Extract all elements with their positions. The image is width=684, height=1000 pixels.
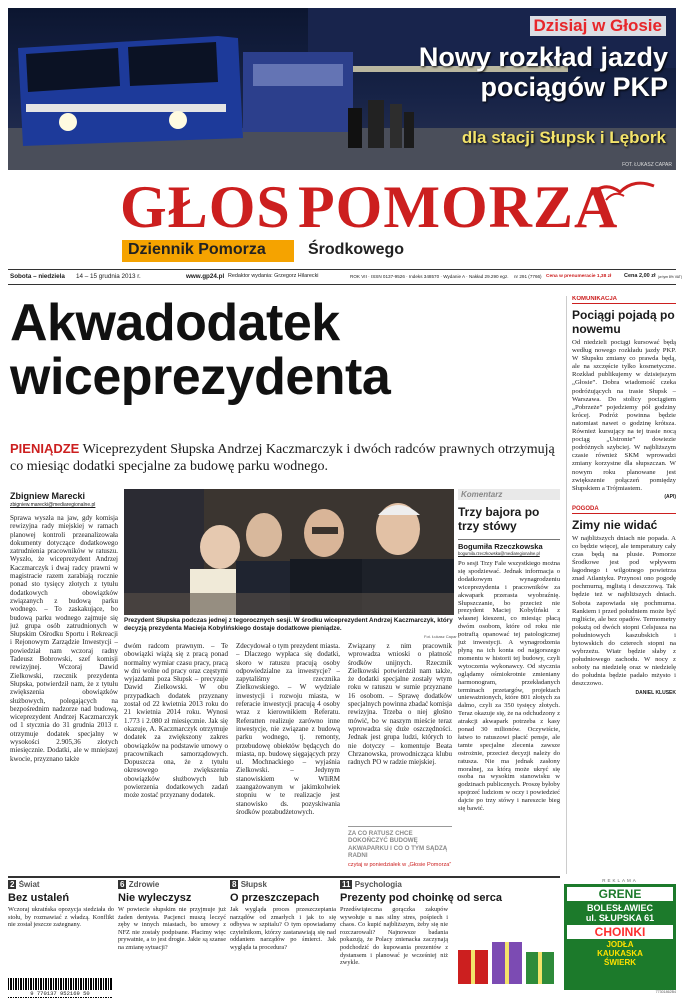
lead-deck-text: Wiceprezydent Słupska Andrzej Kaczmarczyk i dwóch radców prawnych otrzymują co miesiąc dodatki specjalne za budowę parku wodnego. [10, 442, 555, 474]
teaser-body: Jak wygląda proces przeszczepiania narządów od zmarłych i jak to się odbywa w szpitalu? O tym opowiadamy czytelnikom, którzy zastanawiają się nad oddaniem narządów po śmierci. Jak wygląda ta procedura? [230, 906, 336, 951]
hero-subtitle: dla stacji Słupsk i Lębork [461, 128, 666, 147]
sidebar-sec2-title: Zimy nie widać [572, 517, 658, 532]
ad-label: REKLAMA [602, 878, 638, 883]
masthead-word-pomorza: POMORZA [298, 174, 619, 240]
lead-column-3-text: Zdecydował o tym prezydent miasta. – Dlaczego wypłaca się dodatki, skoro w ratuszu pracują osoby odpowiedzialne za inwestycje? – zapytaliśmy rzecznika Zielkowskiego. – W wydziale inwestycji i rozwoju miasta, w referacie inwestycji pracują 4 osoby wraz z kierownikiem Referatu. Referatten realizuje zarówno inne inwestycje, nie związane z budową parku wodnego, tj. remonty, przebudowę obiektów będących do miasta, np. budowę sięgających przy ul. Mochnackiego – wyjaśnia Zielkowski. – Jedynym stanowiskiem w WIiRM zaangażowanym w jakimkolwiek stopniu w te realizacje jest stanowisko ds. pozyskiwania środków pozabudżetowych. [236, 642, 340, 816]
issue-number: nr 291 (7766) [514, 274, 542, 279]
commentary-body: Po sesji Trzy Fale wszystkiego można się spodziewać. Jednak informacja o dodatkowym wynagrodzeniu wiceprezydenta i pracowników za akwapark przerasta wyobraźnię. Słupszczanie, bo przecież nie prezydent Maciej Kobyliński z własnej kieszeni, co miesiąc płacą dwóm osobom, które od roku nie potrafią opanować tej patologicznej już inwestycji. A wynagrodzenia płyną na ich konta od najgorszego momentu w historii tej budowy, czyli wytoczenia wykonawcy. Od stycznia oglądamy ośmiokrotnie zmieniany harmonogram, przekładanych terminach przetargów, projektach unieważnionych, które 801 złotych za dalmo, czyli za 350 tysięcy złotych. Teraz okazuje się, że na odchudzony z atrakcji akwapark potrzeba z kasy ponad 30 milionów. Oczywiście, łatwo to ratuszowi płacić pensje, ale tamte specjalne zlecenia zawsze ostrożnie, przecież decyzji należy do ratusza. Nie ma jednak zasłony moralnej, za którą może ukryć się osoba na wysokim stanowisku w godzinach publicznych. Proszę byłoby spojrzeć ludziom w oczy i powiedzieć dajcie po trzy stówy i nareszcie bieg się bawić. [458, 560, 560, 813]
commentary-author: Bogumiła Rzeczkowska [458, 539, 560, 551]
ad-street: ul. SŁUPSKA 61 [585, 913, 655, 923]
lead-photo[interactable] [124, 489, 454, 615]
hero-banner[interactable] [8, 8, 676, 170]
commentary[interactable] [458, 489, 560, 870]
lead-headline[interactable] [10, 296, 555, 404]
teaser-zdrowie[interactable] [118, 880, 226, 990]
lead-photo-caption [124, 617, 454, 632]
commentary-label: Komentarz [458, 489, 560, 500]
lead-column-4-text: Związany z nim pracownik wprowadza wnioski o płatność środków unijnych. Rzecznik Zielkowski potwierdził nam także, że dodatki specjalne zostały wtym roku w ratuszu w sumie przyznane 16 osobom. – Sprawę dodatków specjalnych powinna zbadać komisja rewizyjna. Trzeba o niej głośno mówić, bo w naszym mieście teraz wprowadza się duże oszczędności. Jednak jest grupa ludzi, których to nie dotyczy – komentuje Beata Chrzanowska, prowodnicząca klubu radnych PO w radzie miejskiej. [348, 642, 452, 767]
price-vat: (w tym 8% VAT) [658, 275, 682, 279]
lead-column-4 [348, 642, 452, 822]
lead-photo-credit: Fot. Łukasz Capar [424, 634, 457, 639]
website-link[interactable]: www.gp24.pl [186, 273, 225, 280]
date-day: Sobota – niedziela [10, 273, 65, 280]
masthead[interactable] [118, 176, 678, 266]
ad-product: CHOINKI [567, 925, 673, 939]
hero-photo-credit: FOT. ŁUKASZ CAPAR [622, 162, 672, 168]
teaser-section: Słupsk [240, 880, 267, 889]
lead-column-2-text: dwóm radcom prawnym. – Te obowiązki wiążą się z pracą ponad normalny wymiar czasu pracy, pracą w dni wolne od pracy oraz częstymi wyjazdami poza Słupsk – precyzuje Dawid Zielkowski. W obu przypadkach dodatek przyznany został od 22 kwietnia 2013 roku do 21 kwietnia 2014 roku. Wynosi 1.773 i 2.080 zł miesięcznie. Jak się okazuje, A. Kaczmarczyk otrzymuje dodatek za zwiększony zakres obowiązków na podstawie umowy o pracownikach samorządowych. Dopuszcza ona, że z tytułu okresowego zwiększenia obowiązków służbowych lub powierzenia dodatkowych zadań może zostać przyznany dodatek. [124, 642, 228, 800]
lead-headline-line2: wiceprezydenta [10, 348, 391, 406]
lead-column-2 [124, 642, 228, 870]
teaser-title: Prezenty pod choinkę od serca [340, 892, 502, 904]
hero-title [419, 42, 668, 102]
lead-photo-caption-text: Prezydent Słupska podczas jednej z tegorocznych sesji. W środku wiceprezydent Andrzej Kaczmarczyk, który decyzją prezydenta Macieja Kobylińskiego dostaje dodatkowe pieniądze. [124, 617, 453, 632]
teaser-num: 8 [232, 880, 237, 889]
teaser-slupsk[interactable] [230, 880, 336, 990]
masthead-word-glos: GŁOS [120, 174, 291, 240]
info-bar [8, 269, 682, 285]
price: Cena 2,00 zł [624, 273, 656, 279]
lead-deck [10, 440, 555, 475]
masthead-sub-left: Dziennik Pomorza [128, 241, 266, 258]
gift-boxes-image [454, 930, 558, 986]
sidebar-sec1-sign: (API) [664, 493, 676, 500]
price-promo: Cena w prenumeracie 1,38 zł [546, 274, 612, 279]
sidebar-sec2-label: POGODA [572, 506, 676, 514]
masthead-sub-right: Środkowego [308, 241, 405, 258]
teaser-psychologia[interactable] [340, 880, 560, 990]
teaser-title: Nie wyleczysz [118, 892, 192, 904]
ad-sub1: JODŁA [606, 940, 634, 949]
sidebar-sec1-body: Od niedzieli pociągi kursować będą według nowego rozkładu jazdy PKP. W Słupsku zmiany co prawda będą, ale na szczęście tylko kosmetyczne. Rozkład publikujemy w dzisiejszym „Głosie”. Dobra wiadomość czeka podróżujących na trasie Słupsk – Warszawa. Do stolicy pociągiem „Pobrzeże” pojedziemy pół godziny krócej. Podróż powinna będzie natomiast nawet o godzinę krótsza. Również kursujący na tej trasie nocą pociąg „Ustronie” dowiezie podróżnych szybciej. W najbliższym czasie również SKM wprowadzi zmiany korzystne dla słupszczan. W nowym roku planowane jest zwiększenie połączeń pomiędzy Słupskiem a Trójmiastem. [572, 339, 676, 492]
sidebar-sec2-sign: DANIEL KLUSEK [635, 689, 676, 696]
lead-promo[interactable] [348, 826, 452, 870]
sidebar-sec1-title: Pociągi pojadą po nowemu [572, 308, 675, 336]
commentary-author-email[interactable]: bogumila.rzeczkowska@mediaregionalne.pl [458, 551, 540, 556]
teaser-num: 2 [10, 880, 15, 889]
teaser-section: Świat [18, 880, 40, 889]
lead-headline-line1: Akwadodatek [10, 294, 340, 352]
teaser-body: Wczoraj ukraińska opozycja siedziała do stołu, by rozmawiać z władzą. Konflikt nie został jeszcze zażegnany. [8, 906, 114, 929]
teaser-section: Zdrowie [128, 880, 160, 889]
ad-sub2: KAUKASKA [597, 949, 643, 958]
council-session-photo [124, 489, 454, 615]
sidebar-sec2-body: W najbliższych dniach nie popada. A co będzie więcej, ale temperatury cały czas będą na plusie. Pomorze Środkowe jest pod wpływem łagodnego i wilgotnego powietrza znad Atlantyku. Przynosi ono pogodę pochmurną, mglistą i deszczową. Tak będzie też w najbliższych dniach. Sobota zapowiada się pochmurna. Rankiem i przed południem może być mgliście, ale bez opadów. Termometry pokażą od dwóch stopni Celsjusza na południowych kaszubskich i bytowskich do czterech stopni na wybrzeżu. Wiatr będzie słaby z południowego zachodu. W nocy z soboty na niedzielę oraz w niedzielę do południa będzie padało mżysto i deszczowo. [572, 534, 676, 688]
advertisement[interactable] [564, 878, 676, 992]
hero-kicker: Dzisiaj w Głosie [530, 16, 667, 36]
lead-author-email[interactable]: zbigniew.marecki@mediaregionalne.pl [10, 502, 96, 508]
lead-label: PIENIĄDZE [10, 441, 80, 456]
issn: ROK VII · ISSN 0137-9526 · Indeks 348570 · Wydanie A · Nakład 29.290 egz. [350, 274, 509, 279]
lead-column-3 [236, 642, 340, 870]
teaser-body: W powiecie słupskim nie przyjmuje już żaden dentysta. Pacjenci muszą leczyć zęby w innych miastach, bo umowy z NFZ nie zostały podpisane. Płacimy więc prywatnie, a to jest drogie. Jakie są szanse na zmianę sytuacji? [118, 906, 226, 951]
teaser-swiat[interactable] [8, 880, 114, 990]
sidebar [566, 296, 676, 874]
ad-sub3: ŚWIERK [604, 958, 636, 967]
teaser-body: Przedświąteczna gorączka zakupów wywołuje u nas silny stres, pośpiech i chaos. Co kupić najbliższym, żeby się nie rozczarowali? Najnowsze badania pokazują, że Polacy znienacka zaczynają podchodzić do kupowania prezentów z dystansem i planować je wcześniej niż zwykle. [340, 906, 448, 967]
teaser-num: 6 [120, 880, 125, 889]
lead-column-1-text: Sprawa wyszła na jaw, gdy komisja rewizyjna rady miejskiej w ramach planowej kontroli przeanalizowała dokumenty dotyczące dodatkowego zatrudnienia pracowników w ratuszu. Wyszło, że wiceprezydent Andrzej Kaczmarczyk i dwaj radcy prawni w magistracie razem zarabiają rocznie ponad sto tysięcy złotych z tytułu dodatkowych obowiązków związanych z budową parku wodnego. – To zaskakujące, bo budową parku wodnego zajmuje się już grupa osób zatrudnionych w Słupskim Ośrodku Sportu i Rekreacji i Rejonowym Zarządzie Inwestycji – powiedział nam wczoraj radny Tadeusz Bobrowski, szef komisji rewizyjnej. Wczoraj Dawid Zielkowski, rzecznik prezydenta Słupska, potwierdził nam, że z tytułu zwiększenia obowiązków służbowych, polegających na bezpośrednim nadzorze nad budową, wiceprezydent Andrzej Kaczmarczyk od 1 stycznia do 31 grudnia 2013 r. otrzymuje dodatek specjalny w wysokości 2.905,36 złotych miesięcznie. Dodatki, ale w mniejszej kwocie, przyznano także [10, 514, 118, 763]
hero-title-line1: Nowy rozkład jazdy [418, 42, 668, 72]
lead-column-1 [10, 514, 118, 870]
ad-code: 77301862B4 [655, 990, 676, 994]
date: 14 – 15 grudnia 2013 r. [76, 273, 141, 280]
seagull-logo-icon [588, 176, 658, 202]
lead-author: Zbigniew Marecki [10, 491, 86, 501]
lead-promo-footer: czytaj w poniedziałek w „Głosie Pomorza” [348, 861, 452, 868]
barcode-number: 9 770137 952169 50 [8, 990, 112, 997]
teaser-title: Bez ustaleń [8, 892, 70, 904]
ad-brand: GRENE [567, 887, 673, 901]
editor: Redaktor wydania: Grzegorz Hilarecki [228, 273, 319, 279]
lead-promo-text: ZA CO RATUSZ CHCE DOKOŃCZYĆ BUDOWĘ AKWAPARKU I CO O TYM SĄDZĄ RADNI [348, 830, 448, 860]
teaser-title: O przeszczepach [230, 892, 320, 904]
sidebar-sec1-label: KOMUNIKACJA [572, 296, 676, 304]
hero-title-line2: pociągów PKP [480, 72, 668, 102]
ad-city: BOLESŁAWIEC [586, 903, 653, 913]
teaser-section: Psychologia [354, 880, 402, 889]
commentary-title: Trzy bajora po trzy stówy [458, 505, 540, 533]
teaser-num: 11 [342, 880, 351, 889]
